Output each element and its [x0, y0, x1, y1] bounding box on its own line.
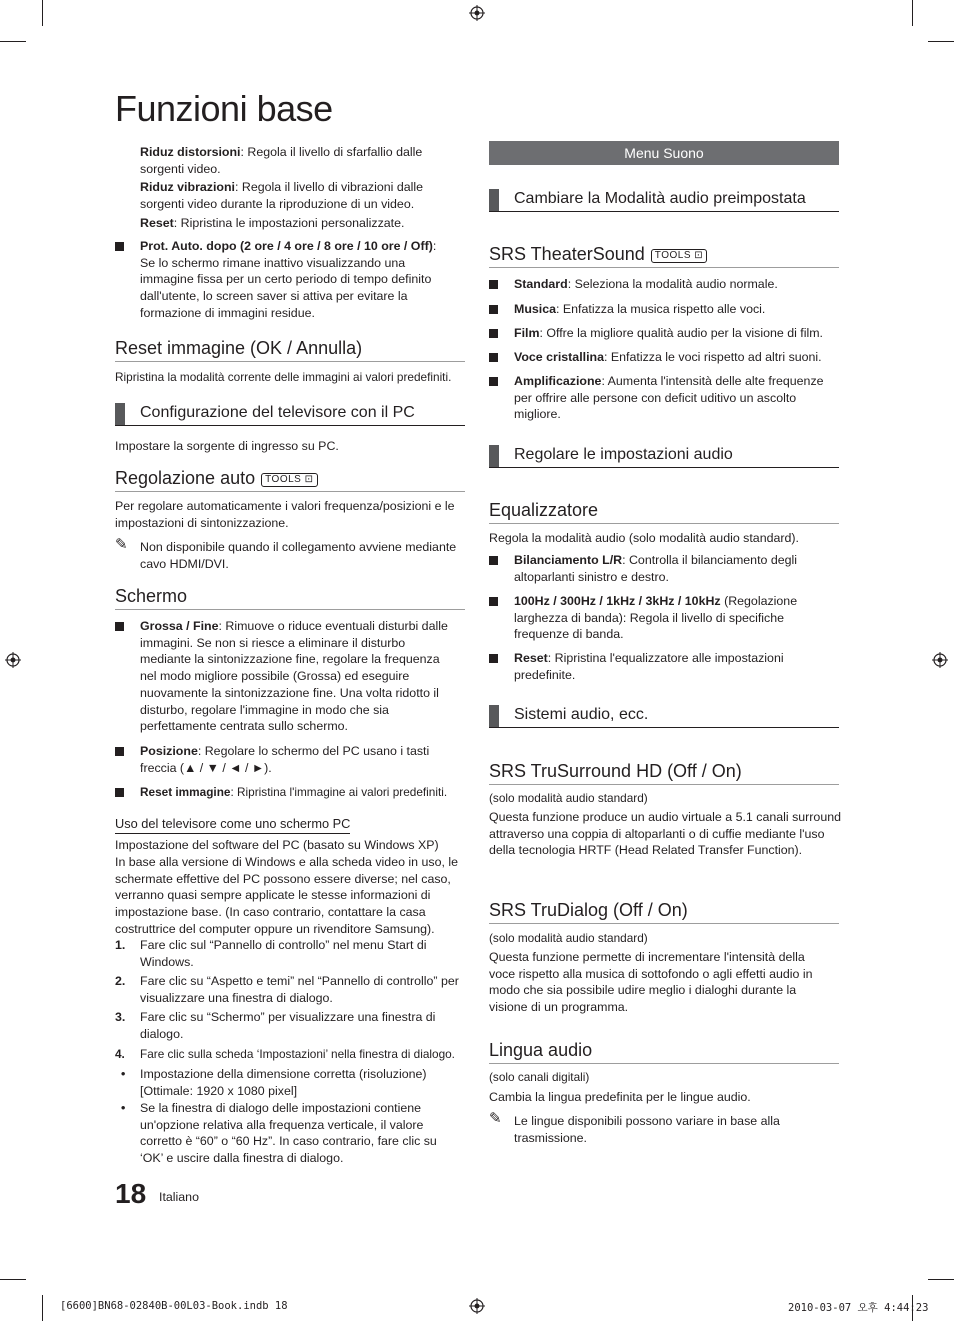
item-text: : Ripristina l'equalizzatore alle impostazioni predefinite. — [514, 651, 784, 682]
section-heading: Reset immagine (OK / Annulla) — [115, 337, 465, 362]
crop-mark — [928, 1279, 954, 1280]
step-text: Fare clic su “Schermo” per visualizzare una finestra di dialogo. — [140, 1010, 436, 1041]
intro-text: : Regola il livello di vibrazioni dalle sorgenti video durante la riproduzione di un video. — [140, 180, 424, 212]
auto-heading-label: Regolazione auto — [115, 468, 256, 488]
use-p2: In base alla versione di Windows e alla scheda video in uso, le schermate effettive del PC possono essere diverse; nel caso, verranno quasi sempre applicate le stesse informazioni di impostazione base. (In caso contrario, contattare la casa costruttrice del computer oppure un rivenditore Samsung). — [115, 855, 459, 936]
note-text: Le lingue disponibili possono variare in base alla trasmissione. — [514, 1114, 780, 1145]
item-text: : Controlla il bilanciamento degli altoparlanti sinistro e destro. — [514, 553, 798, 584]
bullet-dot-icon: • — [121, 1101, 126, 1115]
crop-mark — [0, 1279, 26, 1280]
intro-term: Riduz vibrazioni — [140, 180, 235, 195]
bullet-square-icon — [115, 242, 124, 251]
bullet-square-icon — [489, 654, 498, 663]
item-term: Reset immagine — [140, 785, 231, 799]
item-term: Standard — [514, 277, 568, 291]
eq-text: Regola la modalità audio (solo modalità audio standard). — [489, 531, 799, 545]
note-pencil-icon: ✎ — [115, 536, 128, 553]
item-term: Musica — [514, 302, 557, 316]
intro-block — [140, 144, 465, 232]
bullet-square-icon — [115, 622, 124, 631]
intro-term: Riduz distorsioni — [140, 145, 241, 159]
list-item — [115, 1066, 460, 1100]
step-number: 1. — [115, 938, 126, 952]
dot-text: Impostazione della dimensione corretta (risoluzione) [Ottimale: 1920 x 1080 pixel] — [140, 1067, 427, 1098]
item-term: Grossa / Fine — [140, 619, 219, 633]
list-item — [489, 276, 839, 294]
registration-mark-icon — [469, 5, 485, 21]
section-heading: Lingua audio — [489, 1039, 839, 1064]
intro-text: : Ripristina le impostazioni personalizzate. — [173, 215, 405, 230]
section-heading: Schermo — [115, 585, 465, 610]
page-language: Italiano — [159, 1190, 199, 1204]
bullet-square-icon — [489, 597, 498, 606]
step-text: Fare clic sul “Pannello di controllo” nel menu Start di Windows. — [140, 938, 427, 969]
list-item — [489, 373, 839, 425]
item-text: : Enfatizza le voci rispetto ad altri suoni. — [604, 350, 822, 364]
tools-label: TOOLS — [265, 474, 302, 485]
subsection-heading: Regolare le impostazioni audio — [489, 445, 839, 468]
list-item — [489, 349, 839, 367]
menu-banner: Menu Suono — [489, 141, 839, 165]
crop-mark — [42, 0, 43, 26]
item-term: 100Hz / 300Hz / 1kHz / 3kHz / 10kHz — [514, 594, 721, 608]
dot-text: Se la finestra di dialogo delle impostazioni contiene un'opzione relativa alla frequenza verticale, il valore corretto è “60” o “60 Hz”. In caso contrario, fare clic su ‘OK’ e uscire dalla finestra di dialogo. — [140, 1101, 437, 1166]
section-heading — [489, 243, 839, 268]
footer-date: 2010-03-07 오후 4:44:23 — [788, 1302, 929, 1314]
bullet-square-icon — [489, 329, 498, 338]
list-item — [115, 973, 460, 1007]
list-item — [115, 1009, 455, 1043]
tools-icon: ⊡ — [304, 474, 314, 485]
reset-text: Ripristina la modalità corrente delle immagini ai valori predefiniti. — [115, 370, 452, 384]
srs-heading-label: SRS TheaterSound — [489, 244, 645, 264]
list-item — [115, 238, 450, 323]
footer-file: [6600]BN68-02840B-00L03-Book.indb 18 — [60, 1300, 288, 1312]
step-text: Fare clic su “Aspetto e temi” nel “Pannello di controllo” per visualizzare una finestra di dialogo. — [140, 974, 459, 1005]
step-number: 4. — [115, 1047, 125, 1061]
list-item — [489, 552, 824, 586]
tools-badge — [651, 249, 707, 263]
bullet-square-icon — [489, 280, 498, 289]
crop-mark — [912, 0, 913, 26]
page-number: 18 — [115, 1178, 147, 1209]
list-item — [115, 618, 450, 738]
section-heading: SRS TruSurround HD (Off / On) — [489, 760, 839, 785]
tru-text: Questa funzione produce un audio virtuale a 5.1 canali surround attraverso una coppia di altoparlanti o di cuffie mediante l'uso della tecnologia HRTF (Head Related Transfer Function). — [489, 810, 841, 858]
subsection-heading: Sistemi audio, ecc. — [489, 705, 839, 728]
section-heading: SRS TruDialog (Off / On) — [489, 899, 839, 924]
item-text: (Regolazione larghezza di banda): Regola il livello di specifiche frequenze di banda. — [514, 594, 798, 642]
item-term: Film — [514, 326, 540, 340]
crop-mark — [0, 41, 26, 42]
bullet-square-icon — [489, 556, 498, 565]
bullet-square-icon — [489, 377, 498, 386]
subsection-heading: Cambiare la Modalità audio preimpostata — [489, 189, 839, 212]
list-item — [489, 301, 839, 319]
step-number: 3. — [115, 1010, 126, 1024]
item-text: : Ripristina l'immagine ai valori predefiniti. — [230, 785, 448, 799]
lang-sub: (solo canali digitali) — [489, 1070, 590, 1084]
item-term: Reset — [514, 651, 548, 665]
item-term: Voce cristallina — [514, 350, 604, 364]
subsection-heading: Configurazione del televisore con il PC — [115, 403, 465, 426]
note — [115, 536, 465, 572]
use-p1: Impostazione del software del PC (basato su Windows XP) — [115, 838, 439, 852]
item-term: Amplificazione — [514, 374, 602, 388]
intro-term: Reset — [140, 215, 174, 230]
list-item — [115, 1046, 467, 1064]
prot-term: Prot. Auto. dopo (2 ore / 4 ore / 8 ore / 10 ore / Off) — [140, 239, 433, 253]
list-item — [489, 325, 839, 343]
note-text: Non disponibile quando il collegamento avviene mediante cavo HDMI/DVI. — [140, 540, 457, 571]
item-text: : Aumenta l'intensità delle alte frequenze per offrire alle persone con deficit uditivo un ascolto migliore. — [514, 374, 824, 422]
item-term: Bilanciamento L/R — [514, 553, 623, 567]
bullet-square-icon — [115, 788, 124, 797]
step-number: 2. — [115, 974, 126, 988]
crop-mark — [928, 41, 954, 42]
step-text: Fare clic sulla scheda ‘Impostazioni’ nella finestra di dialogo. — [140, 1047, 455, 1061]
crop-mark — [42, 1295, 43, 1321]
item-text: : Enfatizza la musica rispetto alle voci. — [556, 302, 766, 316]
tools-badge — [261, 473, 317, 487]
bullet-square-icon — [489, 353, 498, 362]
tools-label: TOOLS — [654, 250, 691, 261]
section-heading — [115, 467, 465, 492]
item-text: : Offre la migliore qualità audio per la visione di film. — [539, 326, 823, 340]
bullet-square-icon — [489, 305, 498, 314]
list-item — [115, 743, 450, 779]
registration-mark-icon — [469, 1298, 485, 1314]
dialog-sub: (solo modalità audio standard) — [489, 931, 648, 945]
bullet-square-icon — [115, 747, 124, 756]
list-item — [489, 650, 824, 684]
dialog-text: Questa funzione permette di incrementare l'intensità della voce rispetto alla musica di sottofondo o agli effetti audio in modo che sia possibile udire meglio i dialoghi durante la visione di un programma. — [489, 950, 813, 1015]
intro-text: : Regola il livello di sfarfallio dalle sorgenti video. — [140, 145, 423, 176]
list-item — [115, 784, 465, 802]
item-text: : Seleziona la modalità audio normale. — [567, 277, 778, 291]
registration-mark-icon — [932, 652, 948, 668]
registration-mark-icon — [5, 652, 21, 668]
note-pencil-icon: ✎ — [489, 1110, 502, 1127]
tru-sub: (solo modalità audio standard) — [489, 791, 648, 805]
bullet-dot-icon: • — [121, 1067, 126, 1081]
list-item — [115, 1100, 460, 1168]
tools-icon: ⊡ — [694, 250, 704, 261]
page-title: Funzioni base — [115, 88, 333, 129]
list-item — [489, 593, 824, 645]
use-heading: Uso del televisore come uno schermo PC — [115, 816, 350, 834]
prot-text: : Se lo schermo rimane inattivo visualizzando una immagine fissa per un certo periodo di tempo definito dall'utente, lo screen saver si attiva per evitare la formazione di immagini residue. — [140, 239, 437, 320]
item-term: Posizione — [140, 744, 198, 758]
auto-text: Per regolare automaticamente i valori frequenza/posizioni e le impostazioni di sintonizzazione. — [115, 499, 455, 530]
section-heading: Equalizzatore — [489, 499, 839, 524]
item-text: : Regolare lo schermo del PC usano i tasti freccia (▲ / ▼ / ◄ / ►). — [140, 744, 430, 775]
item-text: : Rimuove o riduce eventuali disturbi dalle immagini. Se non si riesce a eliminare il disturbo mediante la sintonizzazione fine, regolare la frequenza nel modo migliore possibile (Grossa) ed eseguire nuovamente la sintonizzazione fine. Una volta ridotto il disturbo, regolare l'immagine in modo che sia perfettamente centrata sullo schermo. — [140, 619, 448, 734]
pc-text: Impostare la sorgente di ingresso su PC. — [115, 439, 339, 453]
note — [489, 1110, 819, 1146]
lang-text: Cambia la lingua predefinita per le lingue audio. — [489, 1090, 751, 1104]
list-item — [115, 937, 450, 971]
